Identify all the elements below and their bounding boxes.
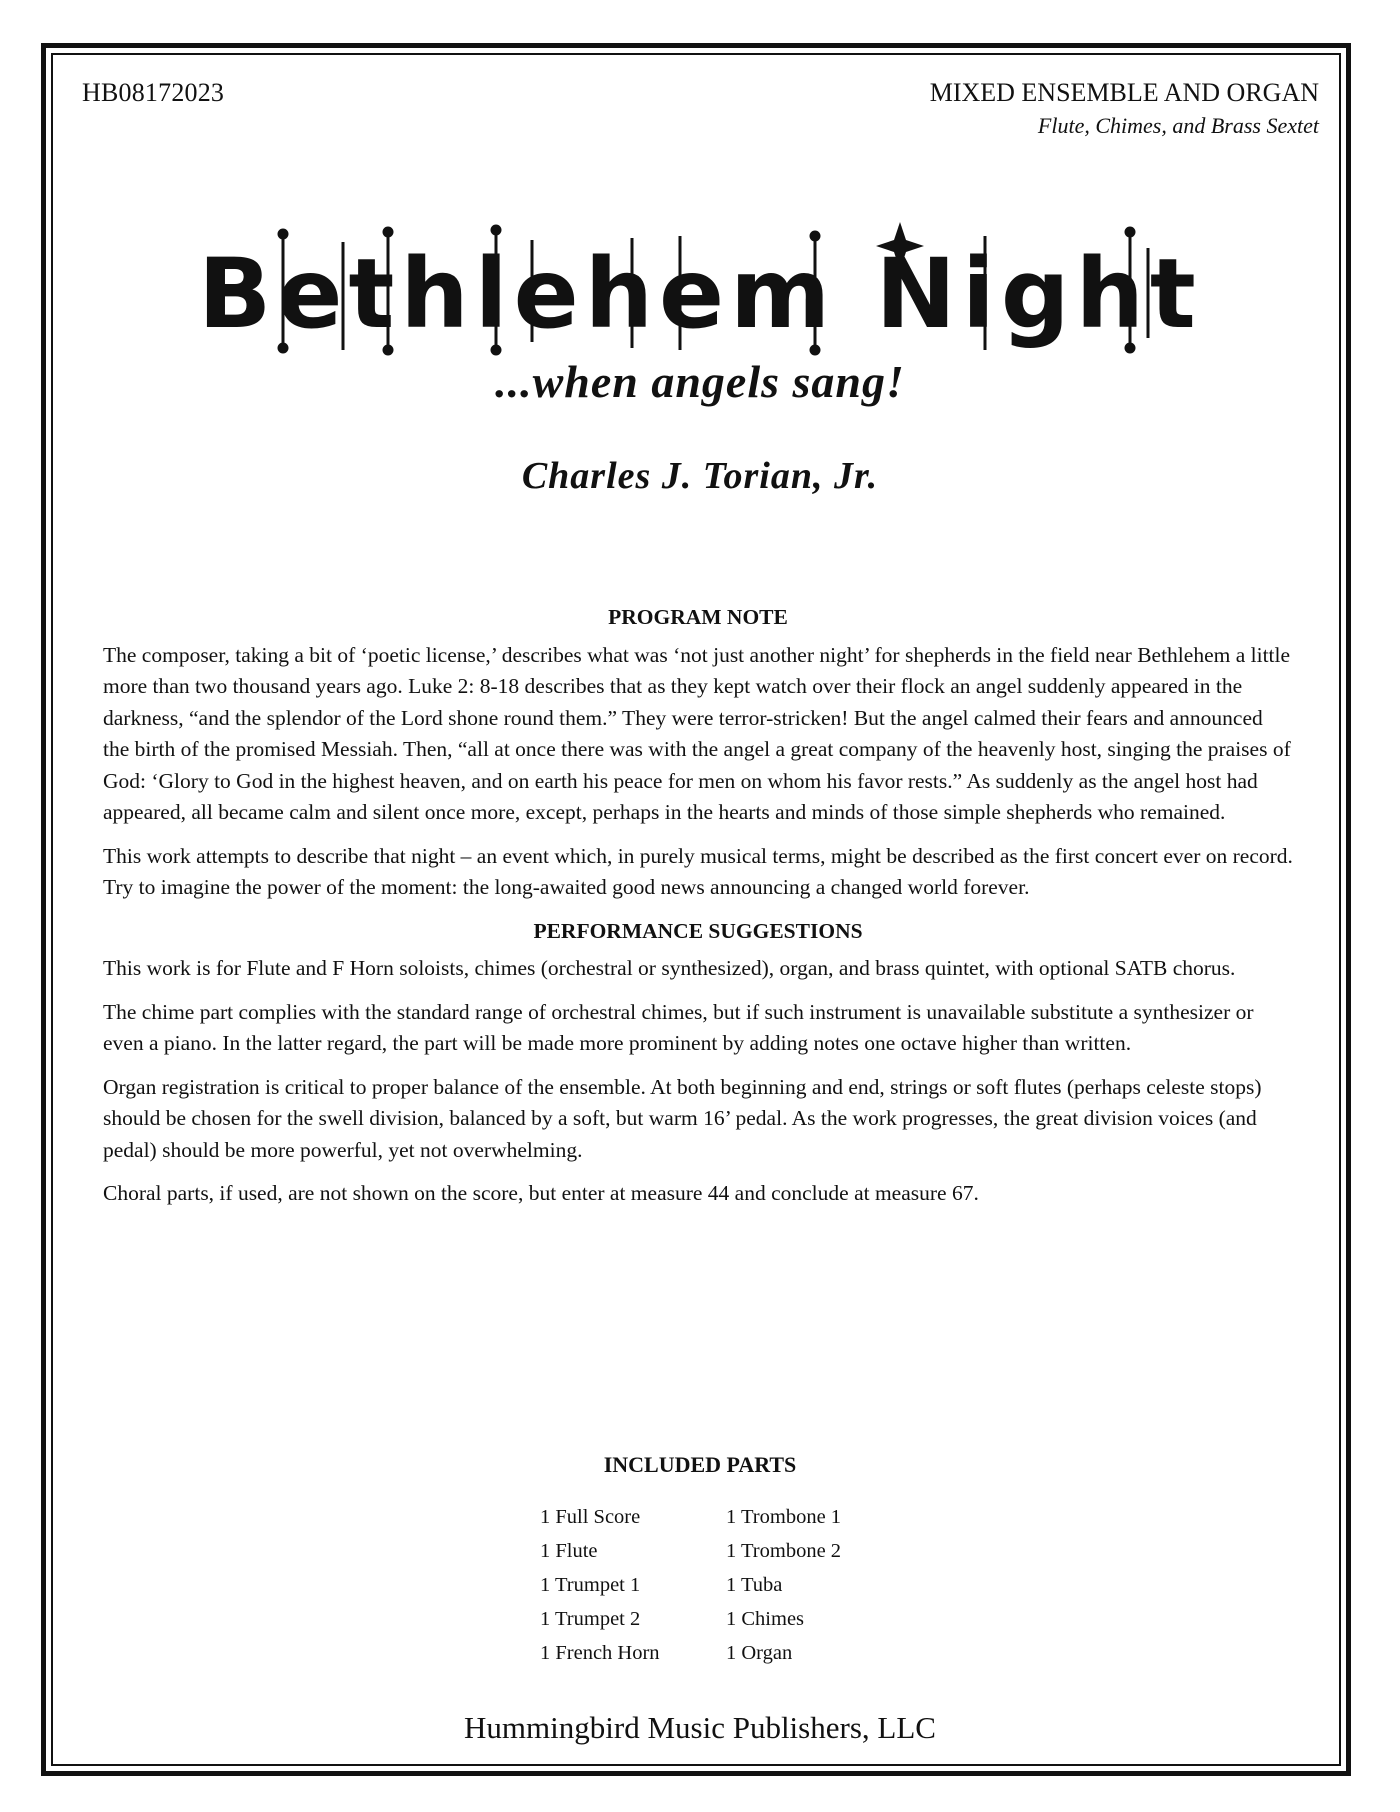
ensemble-category: MIXED ENSEMBLE AND ORGAN xyxy=(929,78,1319,107)
parts-column-right xyxy=(726,1500,912,1670)
notes-section xyxy=(103,602,1293,1222)
composer-name: Charles J. Torian, Jr. xyxy=(521,455,879,497)
title-block xyxy=(0,222,1400,362)
part-item: 1 Trumpet 1 xyxy=(540,1574,641,1596)
performance-paragraph: Choral parts, if used, are not shown on the score, but enter at measure 44 and conclude at measure 67. xyxy=(103,1181,979,1205)
performance-paragraph: The chime part complies with the standard range of orchestral chimes, but if such instrument is unavailable substitute a synthesizer or even a piano. In the latter regard, the part will be made more prominent by adding notes one octave higher than written. xyxy=(103,999,1254,1055)
program-note-heading: PROGRAM NOTE xyxy=(608,605,788,629)
part-item: 1 Trumpet 2 xyxy=(540,1608,641,1630)
catalog-number: HB08172023 xyxy=(82,78,225,107)
program-note-paragraph: This work attempts to describe that night – an event which, in purely musical terms, might be described as the first concert ever on record. Try to imagine the power of the moment: the long-awaited good news announcing a changed world forever. xyxy=(103,843,1293,899)
title-artwork xyxy=(0,222,1400,362)
instrumentation-line: Flute, Chimes, and Brass Sextet xyxy=(1037,113,1319,138)
part-item: 1 Full Score xyxy=(540,1506,641,1528)
part-item: 1 French Horn xyxy=(540,1642,660,1664)
part-item: 1 Organ xyxy=(726,1642,793,1664)
publisher-name: Hummingbird Music Publishers, LLC xyxy=(464,1710,936,1745)
performance-paragraph: This work is for Flute and F Horn soloists, chimes (orchestral or synthesized), organ, and brass quintet, with optional SATB chorus. xyxy=(103,956,1236,980)
title-text: Bethlehem Night xyxy=(198,238,1202,350)
included-parts-heading: INCLUDED PARTS xyxy=(603,1452,797,1477)
subtitle: ...when angels sang! xyxy=(495,356,905,407)
part-item: 1 Trombone 1 xyxy=(726,1506,842,1528)
parts-column-left xyxy=(540,1500,726,1670)
performance-heading: PERFORMANCE SUGGESTIONS xyxy=(533,918,863,943)
part-item: 1 Flute xyxy=(540,1540,598,1562)
part-item: 1 Tuba xyxy=(726,1574,783,1596)
performance-paragraph: Organ registration is critical to proper balance of the ensemble. At both beginning and end, strings or soft flutes (perhaps celeste stops) should be chosen for the swell division, balanced by a soft, but warm 16’ pedal. As the work progresses, the great division voices (and pedal) should be more powerful, yet not overwhelming. xyxy=(103,1074,1262,1162)
included-parts-list xyxy=(540,1500,912,1670)
part-item: 1 Chimes xyxy=(726,1608,805,1630)
program-note-paragraph: The composer, taking a bit of ‘poetic license,’ describes what was ‘not just another night’ for shepherds in the field near Bethlehem a little more than two thousand years ago. Luke 2: 8-18 describes that as they kept watch over their flock an angel suddenly appeared in the darkness, “and the splendor of the Lord shone round them.” They were terror-stricken! But the angel calmed their fears and announced the birth of the promised Messiah. Then, “all at once there was with the angel a great company of the heavenly host, singing the praises of God: ‘Glory to God in the highest heaven, and on earth his peace for men on whom his favor rests.” As suddenly as the angel host had appeared, all became calm and silent once more, except, perhaps in the hearts and minds of those simple shepherds who remained. xyxy=(103,642,1291,824)
part-item: 1 Trombone 2 xyxy=(726,1540,842,1562)
